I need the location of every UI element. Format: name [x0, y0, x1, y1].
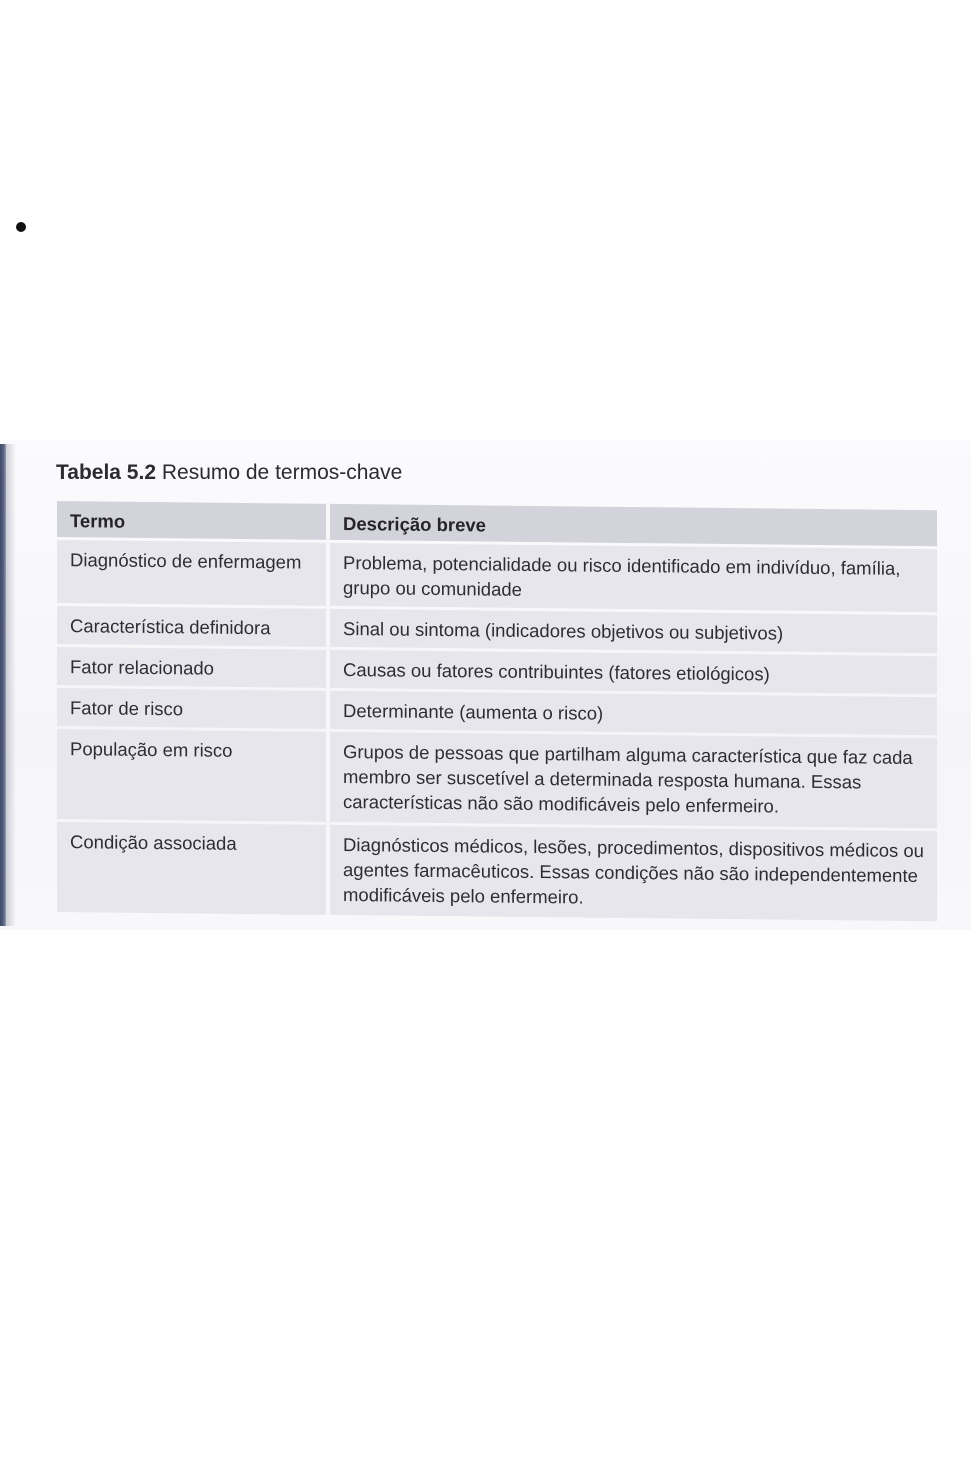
row-description: Grupos de pessoas que partilham alguma característica que faz cada membro ser suscetível a determinada resposta humana. Essas características não são modificáveis pelo enfermeiro.: [330, 732, 937, 828]
table-row: [57, 647, 937, 694]
table-row: [57, 540, 937, 612]
row-term: Diagnóstico de enfermagem: [57, 540, 330, 606]
book-page-edge-shadow: [6, 444, 16, 926]
key-terms-table-wrapper: [57, 498, 937, 924]
row-description: Determinante (aumenta o risco): [330, 691, 937, 735]
row-description: Problema, potencialidade ou risco identificado em indivíduo, família, grupo ou comunidade: [330, 543, 937, 612]
table-row: [57, 688, 937, 735]
row-description: Diagnósticos médicos, lesões, procedimentos, dispositivos médicos ou agentes farmacêuticos. Essas condições não são independentemente modificáveis pelo enfermeiro.: [330, 825, 937, 921]
row-term: Característica definidora: [57, 606, 330, 647]
key-terms-table: [57, 498, 937, 924]
table-row: [57, 729, 937, 828]
table-caption-label: Tabela 5.2: [56, 461, 156, 484]
table-header-row: [57, 501, 937, 546]
header-description: Descrição breve: [330, 504, 937, 546]
table-row: [57, 822, 937, 921]
table-row: [57, 606, 937, 653]
bullet-dot: [16, 222, 26, 232]
row-term: População em risco: [57, 729, 330, 822]
row-term: Condição associada: [57, 822, 330, 915]
table-caption: [56, 461, 402, 485]
row-term: Fator de risco: [57, 688, 330, 729]
row-description: Sinal ou sintoma (indicadores objetivos ou subjetivos): [330, 609, 937, 653]
header-term: Termo: [57, 501, 330, 540]
table-caption-text: Resumo de termos-chave: [161, 461, 403, 484]
row-description: Causas ou fatores contribuintes (fatores etiológicos): [330, 650, 937, 694]
row-term: Fator relacionado: [57, 647, 330, 688]
